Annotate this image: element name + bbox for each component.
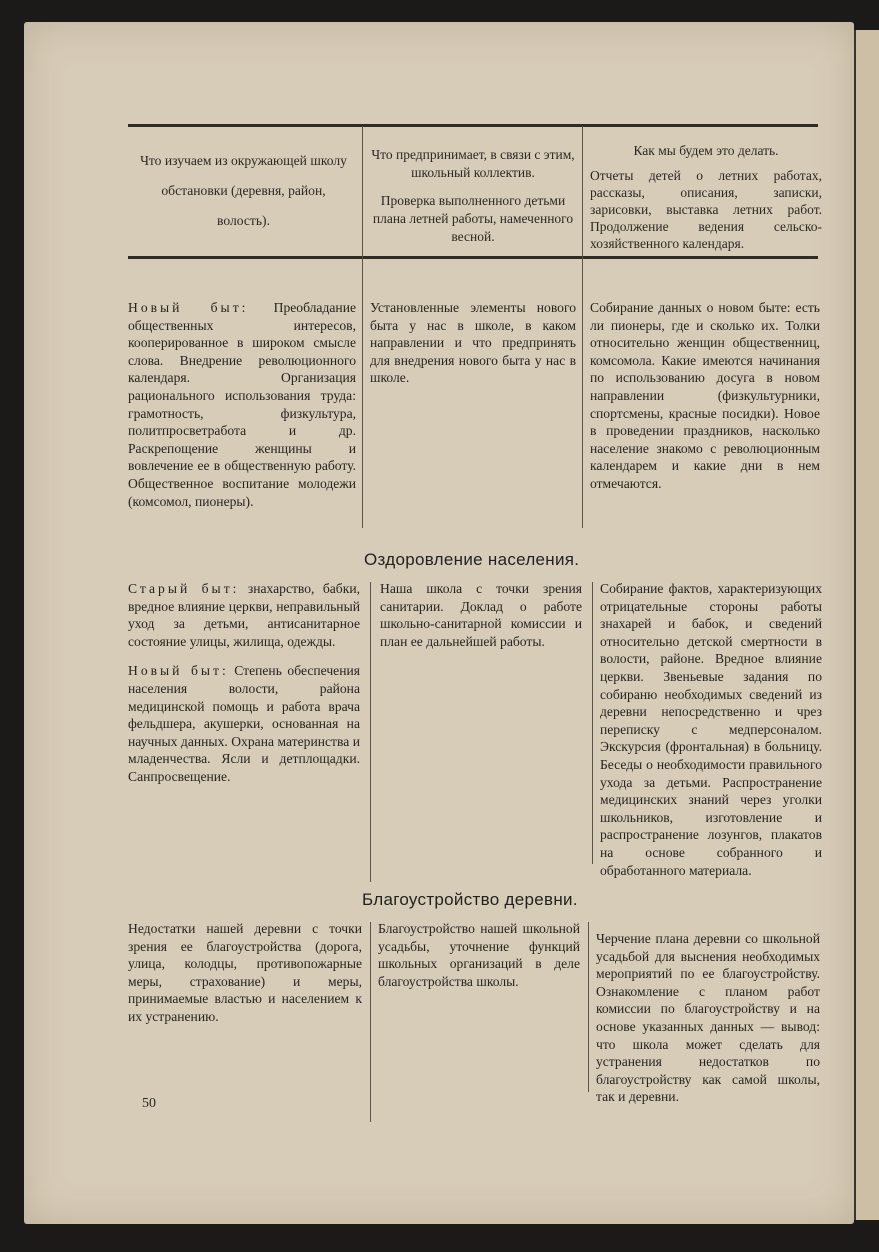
column-divider-3 [370,582,371,882]
header-col2 [370,146,576,246]
column-divider-5 [370,922,371,1122]
old-life-label: Старый быт: [128,581,240,596]
column-divider-6 [588,922,589,1092]
section3-col2 [378,920,580,990]
page-number: 50 [142,1096,156,1111]
new-life-label-2: Новый быт: [128,663,229,679]
section2-col1-text1: знахарство, бабки, вредное влияние церкви, неправильный уход за детьми, антисанитарное состояние улицы, жилища, одежды. [128,581,361,649]
header-col2-text: Проверка выполненного детьми плана летней работы, намеченного весной. [372,193,574,244]
section3-col1 [128,920,362,1026]
section2-col1-text2: Степень обеспечения населения волости, района медицинской помощь и работа врача фельдшера, акушерки, основанная на научных данных. Охрана материнства и младенчества. Ясли и детплощадки. Санпросвещение. [128,663,360,784]
header-col3-text: Отчеты детей о летних работах, рассказы, описания, записки, зарисовки, выставка летних работ. Продолжение ведения сельско-хозяйственного календаря. [590,168,822,251]
header-col3-title: Как мы будем это делать. [633,143,779,158]
section2-col3-text: Собирание фактов, характеризующих отрицательные стороны работы знахарей и бабок, и сведений относительно детской смертности в волости, районе. Вредное влияние церкви. Звеньевые задания по собираню необходимых сведений из деревни непосредственно и чрез переписку с медперсоналом. Экскурсия (фронтальная) в больницу. Беседы о необходимости правильного ухода за детьми. Распространение медицинских знаний через уголки школьников, изготовление и распространение лозунгов, плакатов на основе собранного и обработанного материала. [600,581,822,878]
section2-title: Оздоровление населения. [364,550,580,569]
section2-col3 [600,580,822,879]
section1-col1-text: Преобладание общественных интересов, кооперированное в широком смысле слова. Внедрение революционного календаря. Организация рационального использования труда: грамотность, физкультура, политпросветработа и др. Раскрепощение женщины и вовлечение ее в общественную работу. Общественное воспитание молодежи (комсомол, пионеры). [128,300,356,509]
section1-col2-text: Установленные элементы нового быта у нас в школе, в каком направлении и что предпринять для внедрения нового быта у нас в школе. [370,300,576,386]
header-top-rule [128,124,818,127]
section3-col2-text: Благоустройство нашей школьной усадьбы, уточнение функций школьных организаций в деле благоустройства школы. [378,921,580,989]
section3-col1-text: Недостатки нашей деревни с точки зрения ее благоустройства (дорога, улица, колодцы, противопожарные меры, страхование) и меры, принимаемые властью и населением к их устранению. [128,921,362,1024]
section1-col2 [370,299,576,387]
section2-col1 [128,580,360,786]
book-page [24,22,854,1224]
section3-col3-text: Черчение плана деревни со школьной усадьбой для выснения необходимых мероприятий по ее благоустройству. Ознакомление с планом работ комиссии по благоустройству и на основе указанных данных — вывод: что школа может сделать для устранения недостатков по благоустройству как самой школы, так и деревни. [596,931,820,1105]
column-divider-1 [362,126,363,528]
section2-col2 [380,580,582,650]
section1-col3-text: Собирание данных о новом быте: есть ли пионеры, где и сколько их. Толки относительно женщин общественниц, комсомола. Какие имеются начинания по использованию досуга в новом направлении (физкультурники, спортсмены, красные посидки). Новое в проведении праздников, насколько население знакомо с революционным календарем и какие дни в нем отмечаются. [590,300,820,491]
section2-col2-text: Наша школа с точки зрения санитарии. Доклад о работе школьно-санитарной комиссии и план ее дальнейшей работы. [380,581,582,649]
column-divider-2 [582,126,583,528]
column-divider-4 [592,582,593,864]
section3-col3 [596,930,820,1106]
header-col2-title: Что предпринимает, в связи с этим, школьный коллектив. [371,147,575,180]
header-col1: Что изучаем из окружающей школу обстановки (деревня, район, волость). [140,153,347,228]
section1-col3 [590,299,820,493]
section3-title: Благоустройство деревни. [362,890,578,909]
new-life-label: Новый быт: [128,300,249,315]
next-page-edge [854,30,879,1220]
section1-col1 [128,299,356,510]
header-bottom-rule [128,256,818,259]
header-col3 [590,142,822,252]
